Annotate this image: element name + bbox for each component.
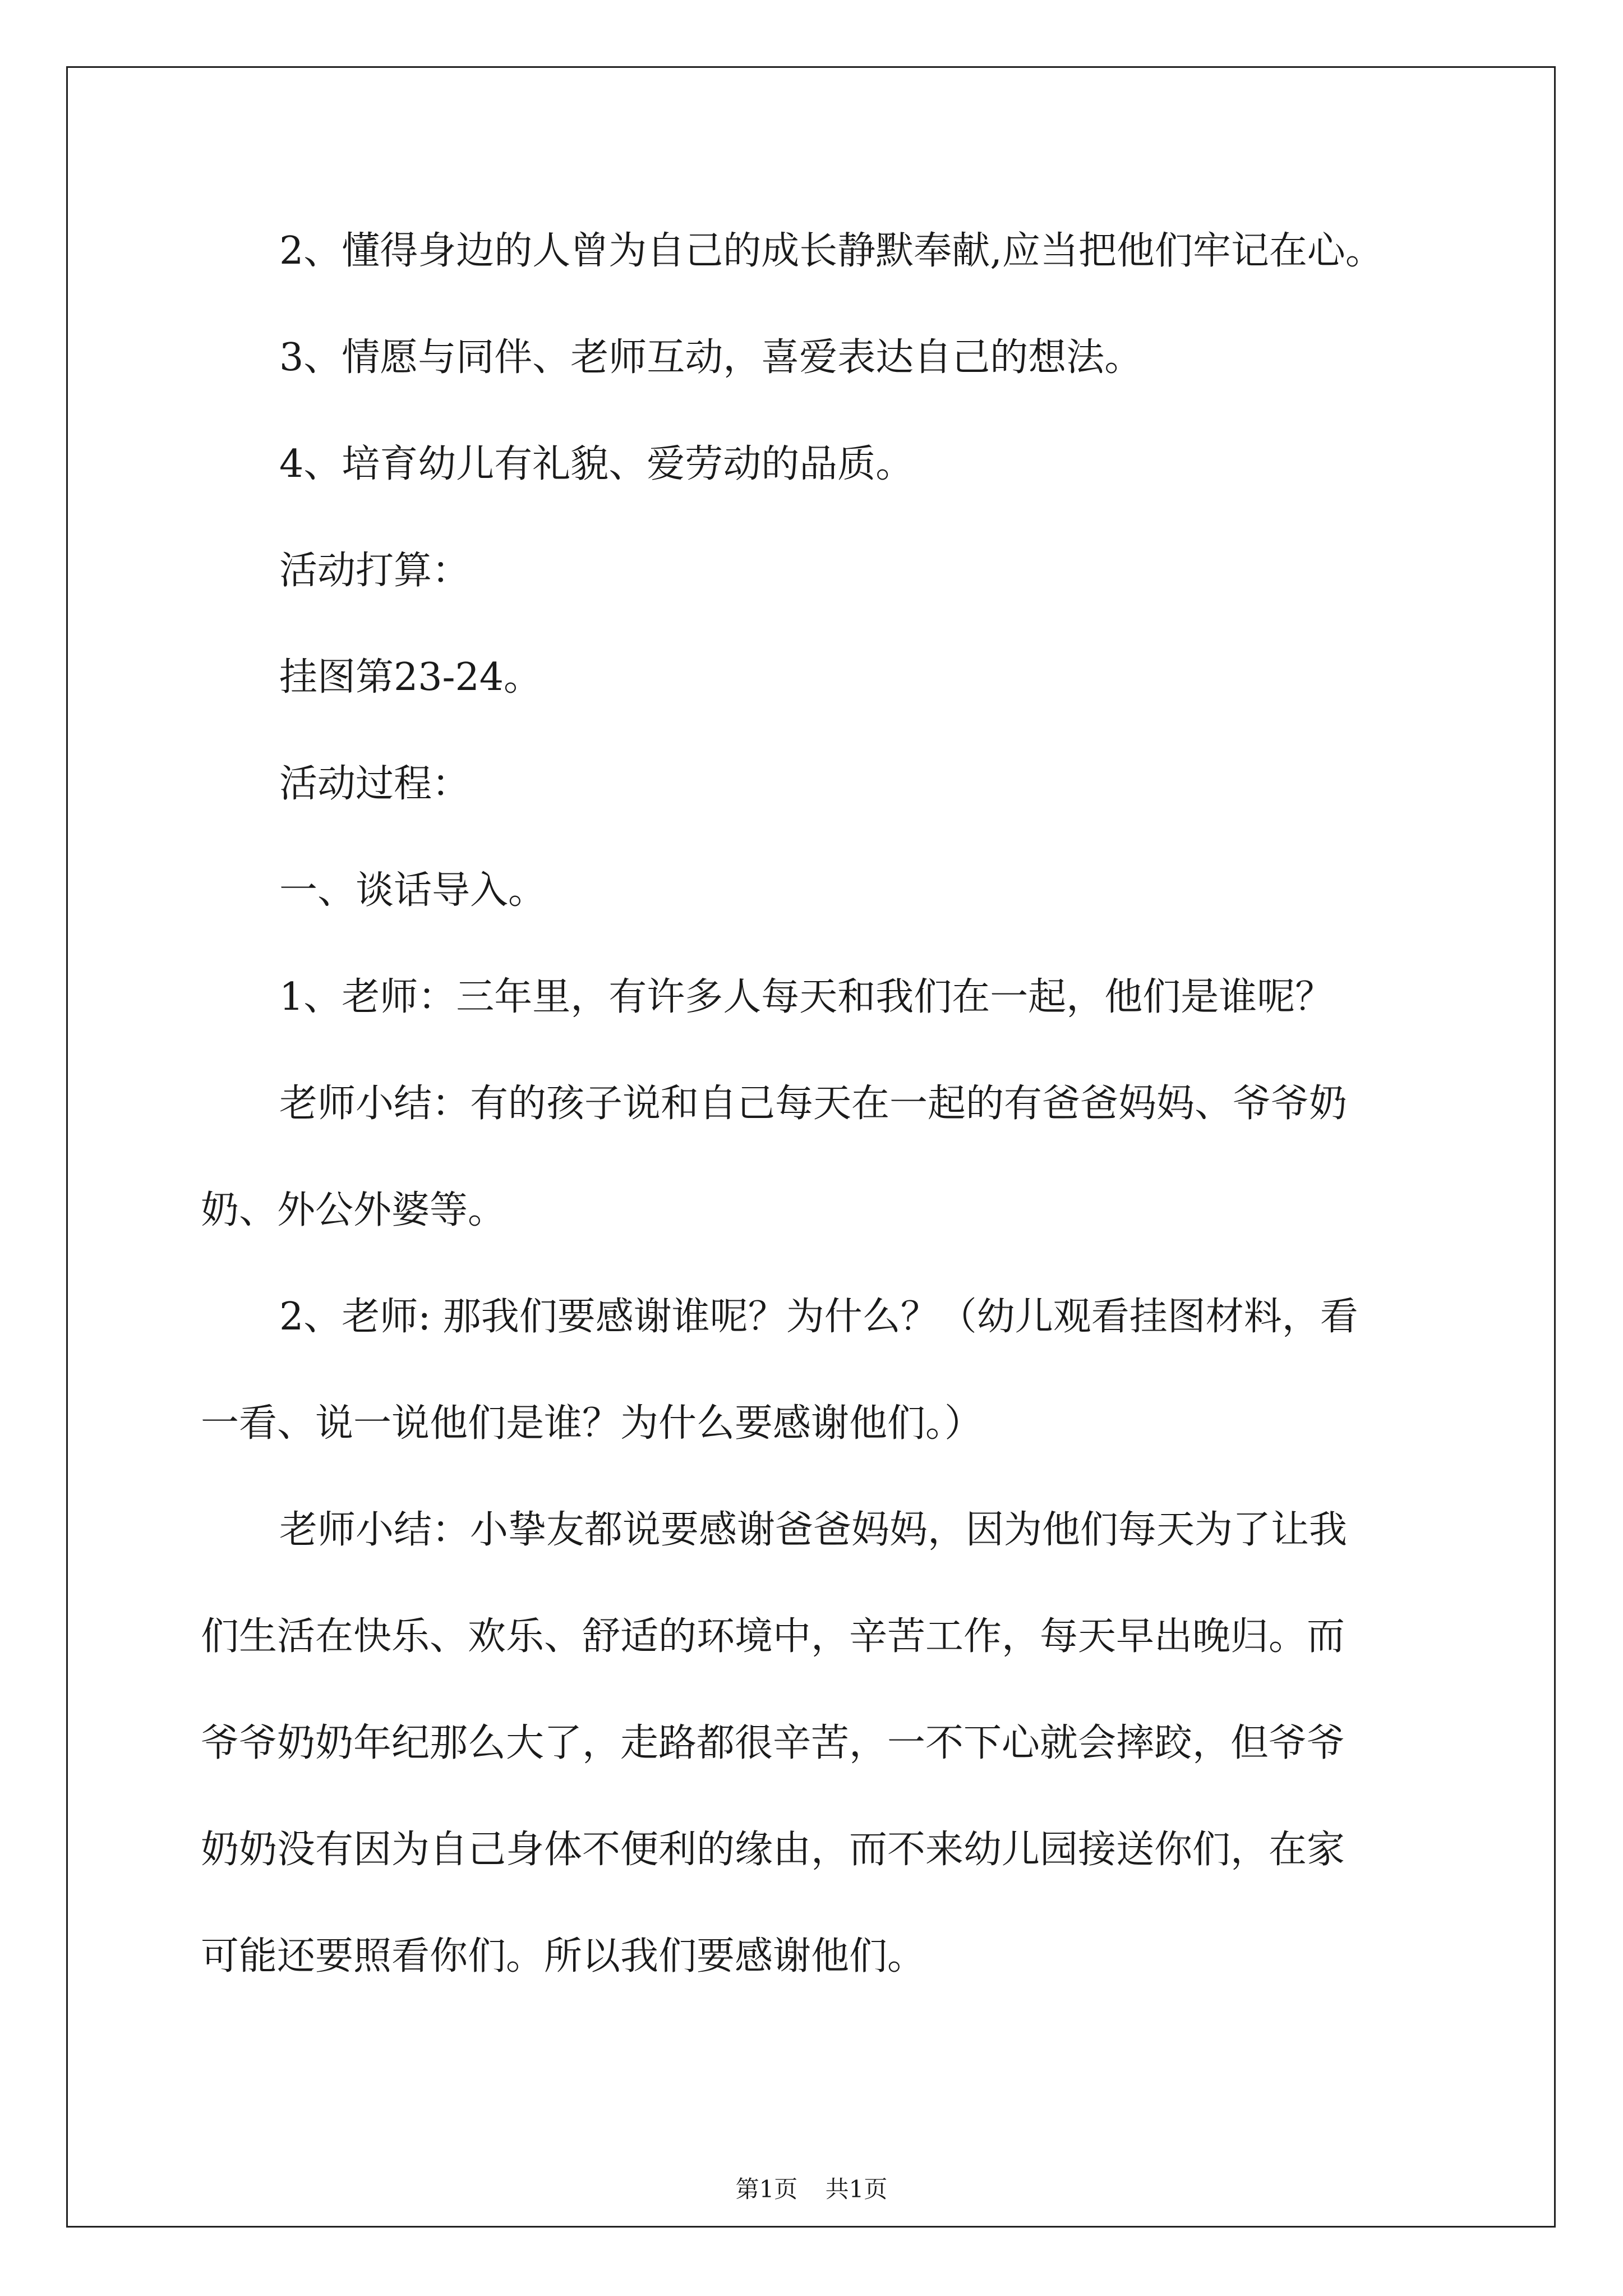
page-total: 共1页 [825, 2175, 888, 2203]
page-border [66, 66, 1556, 2228]
section-heading: 活动过程： [279, 762, 471, 806]
paragraph-line: 老师小结：有的孩子说和自己每天在一起的有爸爸妈妈、爷爷奶 [279, 1082, 1348, 1126]
page-footer [0, 2171, 1623, 2205]
paragraph-line: 们生活在快乐、欢乐、舒适的环境中，辛苦工作，每天早出晚归。而 [201, 1614, 1345, 1659]
paragraph-line: 老师小结：小挚友都说要感谢爸爸妈妈，因为他们每天为了让我 [279, 1508, 1348, 1552]
paragraph-line: 1、老师：三年里，有许多人每天和我们在一起，他们是谁呢？ [279, 975, 1334, 1019]
paragraph-line: 3、情愿与同伴、老师互动，喜爱表达自己的想法。 [279, 335, 1143, 380]
page-number: 第1页 [735, 2175, 798, 2203]
paragraph-line: 一、谈话导入。 [279, 868, 547, 913]
paragraph-line: 奶奶没有因为自己身体不便利的缘由，而不来幼儿园接送你们，在家 [201, 1828, 1345, 1872]
paragraph-line: 奶、外公外婆等。 [201, 1188, 506, 1232]
paragraph-line: 2、老师: 那我们要感谢谁呢？为什么？（幼儿观看挂图材料，看 [279, 1295, 1358, 1339]
paragraph-line: 挂图第23-24。 [279, 655, 542, 700]
section-heading: 活动打算： [279, 549, 471, 593]
paragraph-line: 爷爷奶奶年纪那么大了，走路都很辛苦，一不下心就会摔跤，但爷爷 [201, 1721, 1345, 1765]
paragraph-line: 2、懂得身边的人曾为自己的成长静默奉献,应当把他们牢记在心。 [279, 229, 1384, 273]
paragraph-line: 一看、说一说他们是谁？为什么要感谢他们。） [201, 1401, 983, 1446]
paragraph-line: 可能还要照看你们。所以我们要感谢他们。 [201, 1934, 926, 1978]
paragraph-line: 4、培育幼儿有礼貌、爱劳动的品质。 [279, 442, 914, 486]
